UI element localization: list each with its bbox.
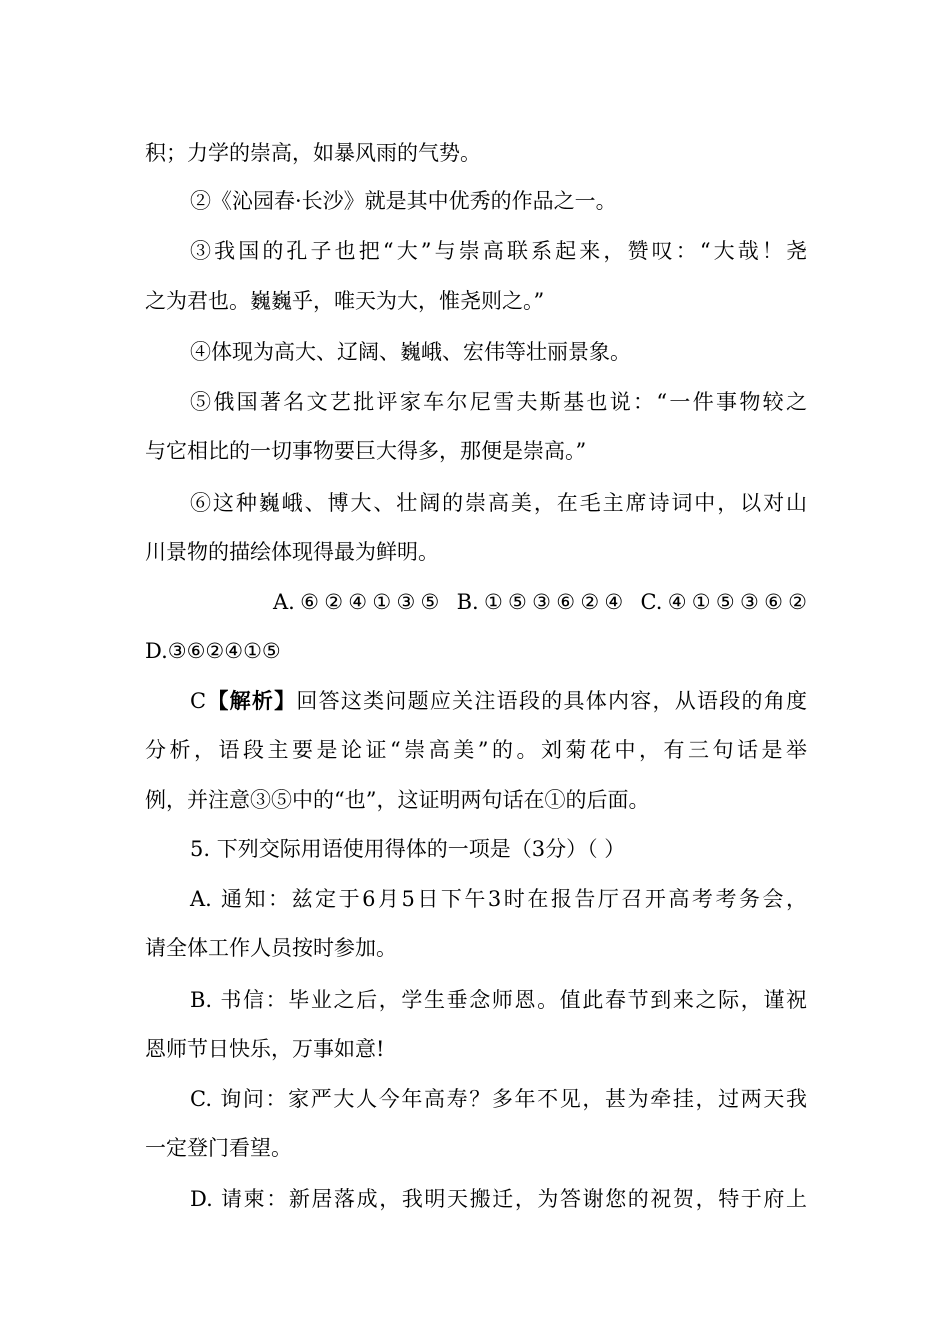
answer-letter: C <box>190 689 207 713</box>
text-line: ③我国的孔子也把“大”与崇高联系起来，赞叹：“大哉！尧 <box>190 239 807 263</box>
answer-option-b: B.①⑤③⑥②④ <box>456 590 629 614</box>
option-b-text: B. 书信：毕业之后，学生垂念师恩。值此春节到来之际，谨祝 <box>190 988 807 1012</box>
text-line: 与它相比的一切事物要巨大得多，那便是崇高。” <box>145 439 587 463</box>
text-line: ②《沁园春·长沙》就是其中优秀的作品之一。 <box>190 189 617 213</box>
option-c-text: C. 询问：家严大人今年高寿？多年不见，甚为牵挂，过两天我 <box>190 1087 807 1111</box>
analysis-line <box>190 688 807 714</box>
analysis-text: 回答这类问题应关注语段的具体内容，从语段的角度 <box>296 689 808 713</box>
analysis-label: 【解析】 <box>206 688 297 713</box>
text-line: 川景物的描绘体现得最为鲜明。 <box>145 540 439 564</box>
text-line: 之为君也。巍巍乎，唯天为大，惟尧则之。” <box>145 289 545 313</box>
answer-option-c: C.④①⑤③⑥② <box>640 590 807 614</box>
text-line: ⑤俄国著名文艺批评家车尔尼雪夫斯基也说：“一件事物较之 <box>190 390 807 414</box>
question-title: 5. 下列交际用语使用得体的一项是（3分）（ ） <box>190 837 626 861</box>
option-d-text: D. 请柬：新居落成，我明天搬迁，为答谢您的祝贺，特于府上 <box>190 1187 807 1211</box>
text-line: ⑥这种巍峨、博大、壮阔的崇高美，在毛主席诗词中，以对山 <box>190 491 807 515</box>
text-line: 一定登门看望。 <box>145 1136 292 1160</box>
text-line: ④体现为高大、辽阔、巍峨、宏伟等壮丽景象。 <box>190 340 631 364</box>
text-line: 分析，语段主要是论证“崇高美”的。刘菊花中，有三句话是举 <box>145 738 807 762</box>
answer-option-d: D.③⑥②④①⑤ <box>145 639 281 663</box>
option-a-text: A. 通知：兹定于6月5日下午3时在报告厅召开高考考务会， <box>190 887 807 911</box>
text-line: 请全体工作人员按时参加。 <box>145 936 397 960</box>
text-line: 积；力学的崇高，如暴风雨的气势。 <box>145 141 481 165</box>
text-line: 例，并注意③⑤中的“也”，这证明两句话在①的后面。 <box>145 788 650 812</box>
text-line: 恩师节日快乐，万事如意! <box>145 1037 385 1061</box>
answer-options-row <box>273 589 807 615</box>
answer-option-a: A.⑥②④①③⑤ <box>273 590 445 614</box>
